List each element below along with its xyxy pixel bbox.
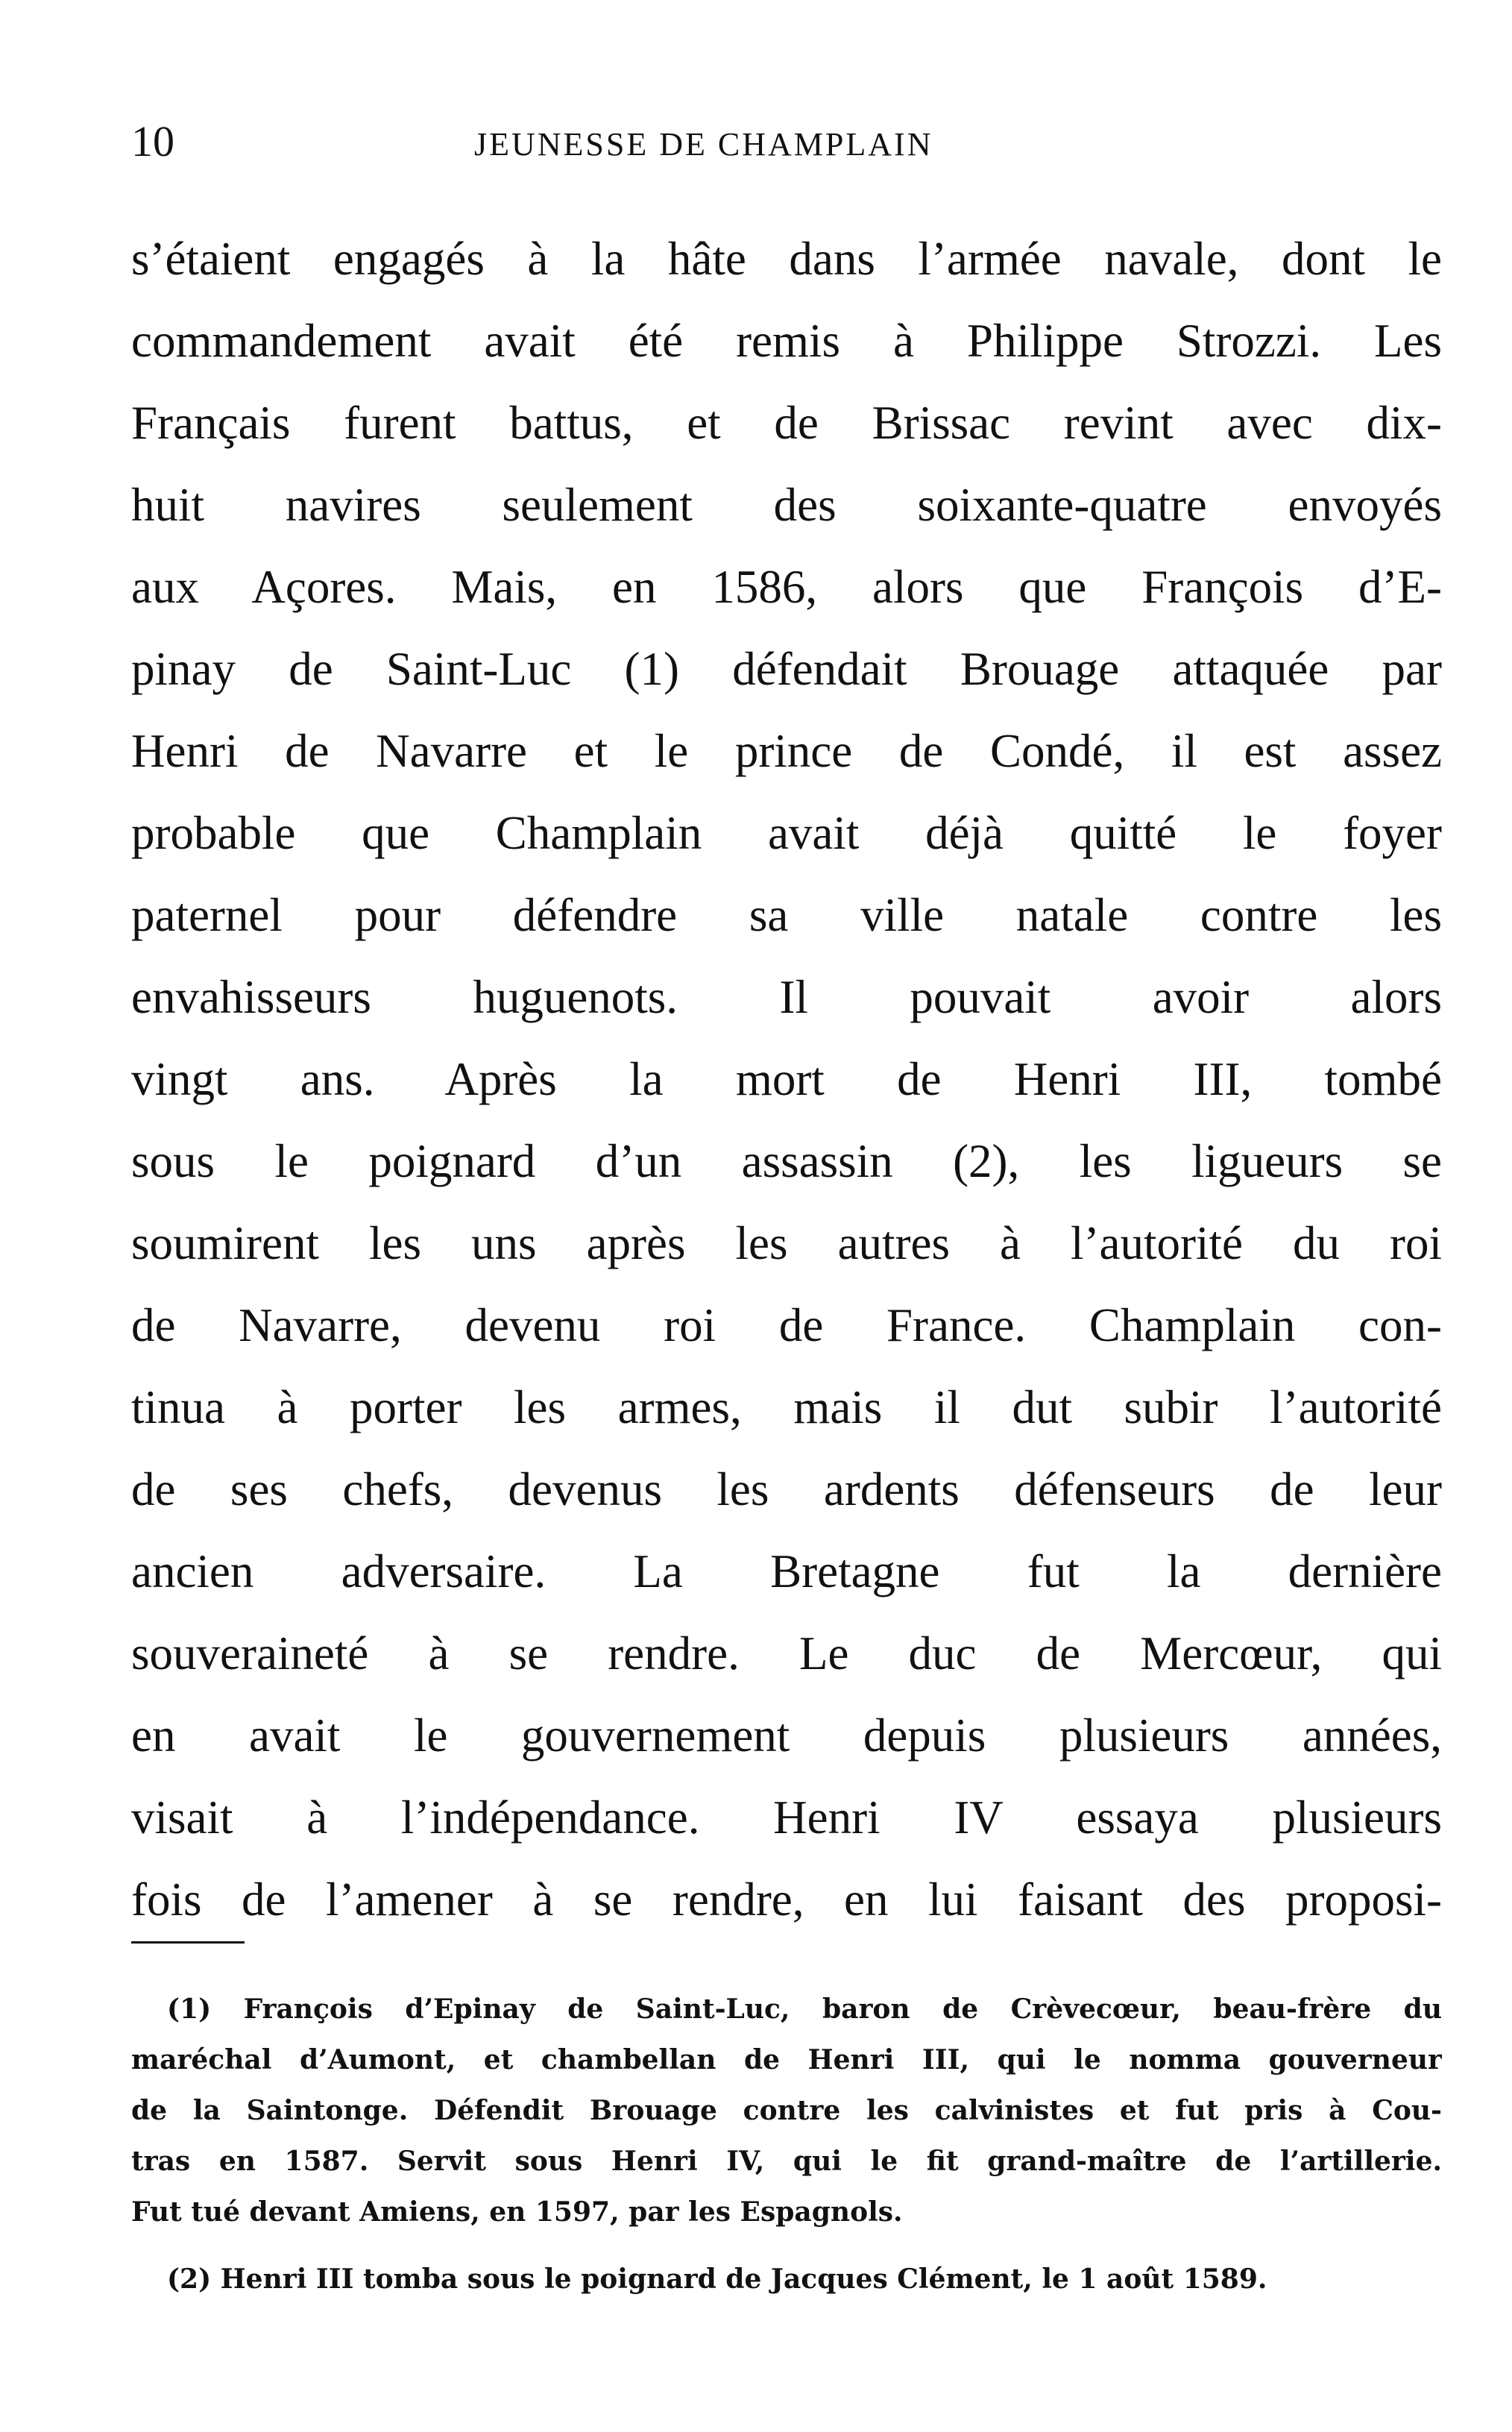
body-line: pinay de Saint-Luc (1) défendait Brouage attaquée par — [131, 643, 1442, 695]
body-line: fois de l’amener à se rendre, en lui faisant des proposi- — [131, 1873, 1442, 1926]
body-line: en avait le gouvernement depuis plusieurs années, — [131, 1709, 1442, 1762]
footnote-line: de la Saintonge. Défendit Brouage contre les calvinistes et fut pris à Cou- — [131, 2095, 1442, 2126]
body-line: envahisseurs huguenots. Il pouvait avoir alors — [131, 971, 1442, 1023]
body-line: visait à l’indépendance. Henri IV essaya plusieurs — [131, 1791, 1442, 1844]
body-line: de Navarre, devenu roi de France. Champlain con- — [131, 1299, 1442, 1351]
body-line: sous le poignard d’un assassin (2), les ligueurs se — [131, 1135, 1442, 1187]
body-text — [131, 218, 1442, 1941]
footnote-line: tras en 1587. Servit sous Henri IV, qui le fit grand-maître de l’artillerie. — [131, 2146, 1442, 2177]
body-line: s’étaient engagés à la hâte dans l’armée navale, dont le — [131, 233, 1442, 285]
body-line: probable que Champlain avait déjà quitté le foyer — [131, 807, 1442, 859]
footnote-line: (1) François d’Epinay de Saint-Luc, baron de Crèvecœur, beau-frère du — [167, 1993, 1442, 2025]
running-title: JEUNESSE DE CHAMPLAIN — [474, 126, 933, 163]
body-line: Henri de Navarre et le prince de Condé, il est assez — [131, 725, 1442, 777]
body-line: soumirent les uns après les autres à l’autorité du roi — [131, 1217, 1442, 1269]
page-number: 10 — [131, 117, 174, 166]
footnote-1 — [131, 1984, 1442, 2237]
body-line: aux Açores. Mais, en 1586, alors que François d’E- — [131, 561, 1442, 613]
body-line: Français furent battus, et de Brissac revint avec dix- — [131, 397, 1442, 449]
body-line: de ses chefs, devenus les ardents défenseurs de leur — [131, 1463, 1442, 1515]
footnote-2 — [131, 2254, 1442, 2304]
body-line: paternel pour défendre sa ville natale contre les — [131, 889, 1442, 941]
footnotes — [131, 1984, 1442, 2304]
body-line: souveraineté à se rendre. Le duc de Mercœur, qui — [131, 1627, 1442, 1680]
page-header — [131, 112, 1443, 172]
body-line: vingt ans. Après la mort de Henri III, tombé — [131, 1053, 1442, 1105]
body-line: commandement avait été remis à Philippe Strozzi. Les — [131, 315, 1442, 367]
body-line: tinua à porter les armes, mais il dut subir l’autorité — [131, 1381, 1442, 1433]
footnote-spacer — [131, 2237, 1442, 2254]
footnote-line: maréchal d’Aumont, et chambellan de Henri III, qui le nomma gouverneur — [131, 2044, 1442, 2076]
footnote-line: (2) Henri III tomba sous le poignard de Jacques Clément, le 1 août 1589. — [167, 2263, 1267, 2295]
footnote-divider — [131, 1941, 245, 1944]
footnote-line: Fut tué devant Amiens, en 1597, par les Espagnols. — [131, 2196, 903, 2228]
body-line: ancien adversaire. La Bretagne fut la dernière — [131, 1545, 1442, 1597]
body-line: huit navires seulement des soixante-quatre envoyés — [131, 479, 1442, 531]
